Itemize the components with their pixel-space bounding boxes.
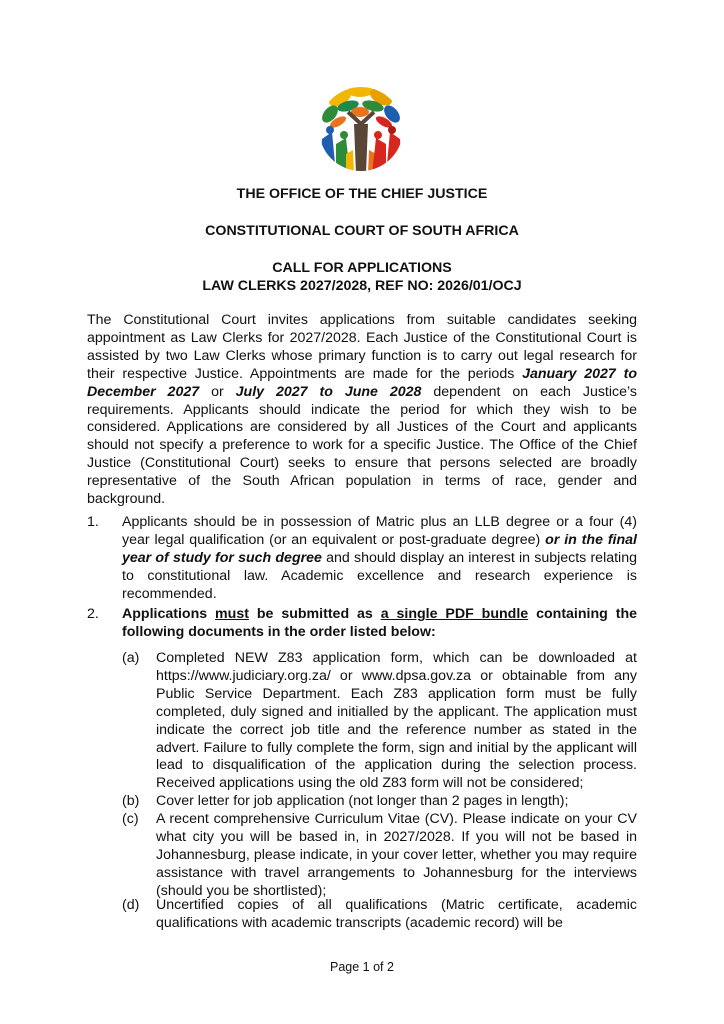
intro-paragraph [87,312,637,509]
sub-item-text: Completed NEW Z83 application form, which can be downloaded at https://www.judiciary.org.za/ or www.dpsa.gov.za or obtainable from any Public Service Department. Each Z83 application form must be fully completed, duly signed and initialled by the applicant. The application must indicate the correct job title and the reference number as stated in the advert. Failure to fully complete the form, sign and initial by the applicant will lead to disqualification of the application during the selection process. Received applications using the old Z83 form will not be considered; [156,650,637,792]
page-number: Page 1 of 2 [330,960,394,974]
sub-item-text: Cover letter for job application (not longer than 2 pages in length); [156,793,569,809]
item-2-bundle: a single PDF bundle [380,606,529,622]
constitutional-court-tree-icon [318,84,404,174]
sub-item-label: (d) [122,897,140,913]
period-1: January 2027 to December 2027 [87,365,637,400]
sub-item-text: A recent comprehensive Curriculum Vitae (CV). Please indicate on your CV what city you will be based in, in 2027/2028. If you will not be based in Johannesburg, please indicate, in your cover letter, whether you may require assistance with travel arrangements to Johannesburg for the interviews (should you be shortlisted); [156,811,637,899]
intro-text-1: The Constitutional Court invites applications from suitable candidates seeking appointment as Law Clerks for 2027/2028. Each Justice of the Constitutional Court is assisted by two Law Clerks whose primary function is to carry out legal research for their respective Justice. Appointments are made for the periods [87,312,637,382]
intro-text-2: dependent on each Justice’s requirements. Applicants should indicate the period for which they wish to be considered. Applications are considered by all Justices of the Court and applicants should not specify a preference to work for a specific Justice. The Office of the Chief Justice (Constitutional Court) seeks to ensure that persons selected are broadly representative of the South African population in terms of race, gender and background. [87,383,637,508]
sub-item-label: (b) [122,793,140,809]
sub-item-d [122,897,637,933]
period-2: July 2027 to June 2028 [235,383,422,400]
item-2-text-c: containing the following documents in the order listed below: [122,606,638,640]
intro-or: or [199,383,236,400]
sub-item-b [122,793,637,811]
list-item-1 [87,514,637,604]
item-2-must: must [215,606,249,622]
item-1-text-a: Applicants should be in possession of Matric plus an LLB degree or a four (4) year legal qualification (or an equivalent or post-graduate degree) [122,514,637,548]
call-heading: CALL FOR APPLICATIONS [272,260,452,276]
item-1-emphasis: or in the final year of study for such degree [122,531,637,566]
sub-item-label: (a) [122,650,140,666]
court-heading: CONSTITUTIONAL COURT OF SOUTH AFRICA [205,223,519,239]
sub-item-text: Uncertified copies of all qualifications (Matric certificate, academic qualifications with academic transcripts (academic record) will be [156,897,637,931]
sub-item-label: (c) [122,811,139,827]
item-number: 2. [87,606,99,622]
sub-item-a [122,650,637,793]
office-heading: THE OFFICE OF THE CHIEF JUSTICE [236,186,488,202]
item-1-text-b: and should display an interest in subjects relating to constitutional law. Academic excellence and research experience is recommended. [122,549,637,602]
position-heading: LAW CLERKS 2027/2028, REF NO: 2026/01/OCJ [202,278,522,294]
item-2-text-a: Applications [122,606,216,622]
item-number: 1. [87,514,99,530]
item-2-text-b: be submitted as [248,606,381,622]
sub-item-c [122,811,637,901]
list-item-2 [87,606,637,642]
